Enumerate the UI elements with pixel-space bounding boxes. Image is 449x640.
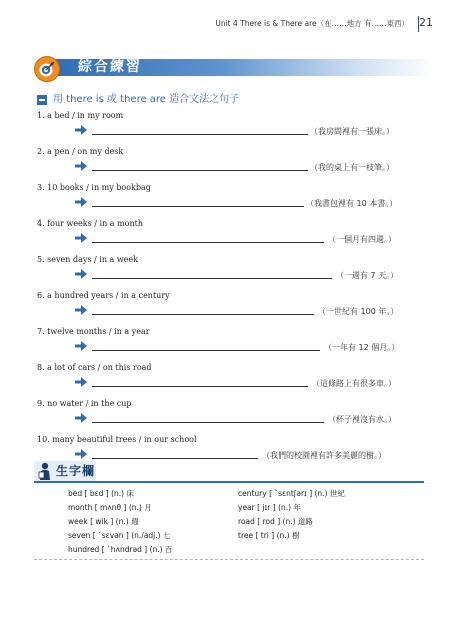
exercise-prompt: 10. many beautiful trees / in our school bbox=[37, 435, 197, 444]
arrow-right-icon bbox=[75, 197, 87, 207]
exercise-prompt: 5. seven days / in a week bbox=[37, 255, 138, 264]
exercise-translation: （一世紀有 100 年。） bbox=[318, 307, 399, 316]
exercise-prompt: 4. four weeks / in a month bbox=[37, 219, 144, 228]
arrow-right-icon bbox=[75, 233, 87, 243]
exercise-translation: （這條路上有很多車。） bbox=[312, 379, 396, 388]
exercise-translation: （一年有 12 個月。） bbox=[324, 343, 400, 352]
exercise-translation: （一個月有四週。） bbox=[328, 235, 396, 244]
answer-line[interactable] bbox=[92, 458, 258, 459]
answer-line[interactable] bbox=[92, 350, 320, 351]
student-icon bbox=[38, 462, 52, 480]
answer-line[interactable] bbox=[92, 170, 308, 171]
arrow-right-icon bbox=[75, 341, 87, 351]
exercise-prompt: 7. twelve months / in a year bbox=[37, 327, 150, 336]
answer-line[interactable] bbox=[92, 242, 324, 243]
vocabulary-entry: seven [ ˋsɛvən ] (n./adj.) 七 bbox=[68, 531, 171, 540]
vocabulary-column-left bbox=[68, 487, 173, 557]
answer-line[interactable] bbox=[92, 134, 308, 135]
exercise-prompt: 3. 10 books / in my bookbag bbox=[37, 183, 151, 192]
exercise-prompt: 1. a bed / in my room bbox=[37, 111, 124, 120]
arrow-right-icon bbox=[75, 269, 87, 279]
exercise-item bbox=[0, 110, 449, 142]
exercise-translation: （一週有 7 天。） bbox=[336, 271, 399, 280]
exercise-prompt: 9. no water / in the cup bbox=[37, 399, 132, 408]
section-title: 綜合練習 bbox=[78, 59, 142, 75]
vocabulary-entry: week [ wik ] (n.) 週 bbox=[68, 517, 139, 526]
vocabulary-entry: century [ ˋsɛntʃərɪ ] (n.) 世紀 bbox=[238, 489, 345, 498]
arrow-right-icon bbox=[75, 161, 87, 171]
exercise-item bbox=[0, 398, 449, 430]
vocabulary-entry: year [ jɪr ] (n.) 年 bbox=[238, 503, 301, 512]
minus-box-icon bbox=[37, 95, 47, 105]
exercise-item bbox=[0, 254, 449, 286]
exercise-prompt: 2. a pen / on my desk bbox=[37, 147, 124, 156]
vocabulary-column-right bbox=[238, 487, 345, 543]
exercise-item bbox=[0, 218, 449, 250]
answer-line[interactable] bbox=[92, 206, 304, 207]
answer-line[interactable] bbox=[92, 278, 332, 279]
exercise-translation: （我的桌上有一枝筆。） bbox=[310, 163, 394, 172]
arrow-right-icon bbox=[75, 413, 87, 423]
answer-line[interactable] bbox=[92, 422, 324, 423]
page-number: 21 bbox=[419, 16, 433, 29]
exercise-translation: （杯子裡沒有水。） bbox=[328, 415, 396, 424]
vocabulary-entry: month [ mʌnθ ] (n.) 月 bbox=[68, 503, 152, 512]
vocabulary-entry: hundred [ ˋhʌndrəd ] (n.) 百 bbox=[68, 545, 173, 554]
exercise-item bbox=[0, 290, 449, 322]
vocabulary-title: 生字欄 bbox=[56, 464, 96, 478]
vocabulary-entry: tree [ tri ] (n.) 樹 bbox=[238, 531, 300, 540]
exercise-item bbox=[0, 182, 449, 214]
page-header bbox=[0, 16, 449, 36]
exercise-translation: （我房間裡有一張床。） bbox=[310, 127, 394, 136]
exercise-prompt: 6. a hundred years / in a century bbox=[37, 291, 170, 300]
arrow-right-icon bbox=[75, 377, 87, 387]
vocabulary-entry: road [ rod ] (n.) 道路 bbox=[238, 517, 313, 526]
target-icon bbox=[34, 56, 60, 82]
arrow-right-icon bbox=[75, 305, 87, 315]
vocabulary-tab bbox=[34, 461, 96, 481]
exercise-item bbox=[0, 362, 449, 394]
exercise-item bbox=[0, 326, 449, 358]
vocabulary-entry: bed [ bɛd ] (n.) 床 bbox=[68, 489, 134, 498]
unit-title: Unit 4 There is & There are（在……地方 有……東西） bbox=[215, 19, 409, 28]
exercise-translation: （我們的校園裡有許多美麗的樹。） bbox=[262, 451, 386, 460]
answer-line[interactable] bbox=[92, 386, 308, 387]
section-banner bbox=[34, 56, 434, 80]
vocabulary-box bbox=[34, 461, 424, 557]
exercise-prompt: 8. a lot of cars / on this road bbox=[37, 363, 152, 372]
instruction-text: 用 there is 或 there are 造合文法之句子 bbox=[53, 94, 240, 105]
exercise-item bbox=[0, 146, 449, 178]
vocabulary-list bbox=[34, 481, 424, 560]
arrow-right-icon bbox=[75, 449, 87, 459]
exercise-translation: （我書包裡有 10 本書。） bbox=[306, 199, 398, 208]
answer-line[interactable] bbox=[92, 314, 314, 315]
arrow-right-icon bbox=[75, 125, 87, 135]
